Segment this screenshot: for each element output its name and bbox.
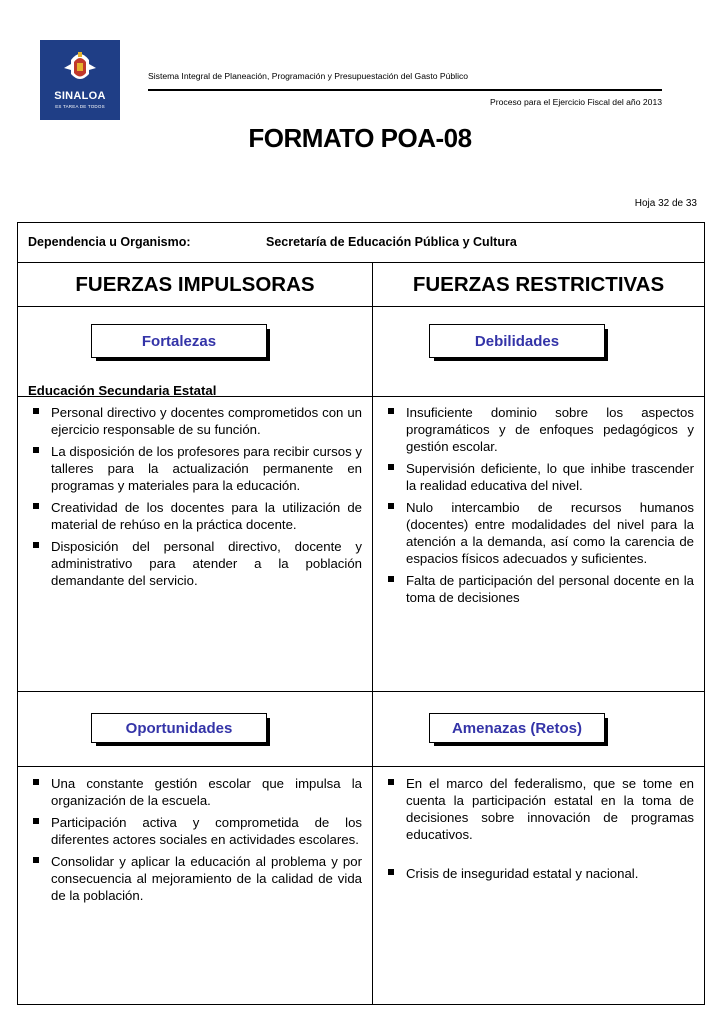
driving-forces-heading: FUERZAS IMPULSORAS (18, 263, 373, 306)
strengths-subheading: Educación Secundaria Estatal (28, 383, 217, 398)
bullet-icon (33, 818, 39, 824)
opportunities-cell (18, 767, 373, 1004)
logo-name: SINALOA (54, 90, 106, 102)
list-item: Crisis de inseguridad estatal y nacional. (383, 865, 694, 882)
list-item: Consolidar y aplicar la educación al problema y por consecuencia al mejoramiento de la calidad de vida de la población. (28, 853, 362, 904)
list-item: Falta de participación del personal docente en la toma de decisiones (383, 572, 694, 606)
weaknesses-cell (373, 374, 704, 691)
strengths-cell (18, 374, 373, 691)
system-title: Sistema Integral de Planeación, Programación y Presupuestación del Gasto Público (148, 71, 469, 81)
bullet-icon (388, 869, 394, 875)
bullet-icon (33, 857, 39, 863)
list-item: La disposición de los profesores para recibir cursos y talleres para la actualización permanente en programas y materiales para la educación. (28, 443, 362, 494)
threats-list (383, 775, 694, 882)
foda-table (17, 222, 705, 1005)
list-item: Participación activa y comprometida de los diferentes actores sociales en actividades escolares. (28, 814, 362, 848)
list-item: Disposición del personal directivo, docente y administrativo para atender a la población demandante del servicio. (28, 538, 362, 589)
bullet-icon (388, 779, 394, 785)
threats-cell (373, 767, 704, 1004)
strengths-label: Fortalezas (91, 324, 267, 358)
threats-label: Amenazas (Retos) (429, 713, 605, 743)
list-item: Una constante gestión escolar que impulsa la organización de la escuela. (28, 775, 362, 809)
list-item: Insuficiente dominio sobre los aspectos programáticos y de enfoques pedagógicos y gestión escolar. (383, 404, 694, 455)
sinaloa-logo (40, 40, 120, 120)
forces-header-row (18, 263, 704, 307)
bullet-icon (388, 576, 394, 582)
list-item: Creatividad de los docentes para la utilización de material de rehúso en la práctica docente. (28, 499, 362, 533)
header-divider (148, 89, 662, 91)
opportunities-threats-label-row (18, 692, 704, 767)
bullet-icon (388, 503, 394, 509)
weaknesses-list (383, 404, 694, 606)
opportunities-list (28, 775, 362, 904)
page-number: Hoja 32 de 33 (634, 198, 697, 209)
dependency-row (18, 223, 704, 263)
bullet-icon (33, 542, 39, 548)
bullet-icon (388, 464, 394, 470)
list-item: Nulo intercambio de recursos humanos (docentes) entre modalidades del nivel para la atención a la demanda, así como la carencia de espacios físicos adecuados y suficientes. (383, 499, 694, 567)
bullet-icon (388, 408, 394, 414)
strengths-weaknesses-row (18, 374, 704, 692)
page-title: FORMATO POA-08 (248, 123, 472, 153)
opportunities-label: Oportunidades (91, 713, 267, 743)
list-item: Supervisión deficiente, lo que inhibe trascender la realidad educativa del nivel. (383, 460, 694, 494)
restraining-forces-heading: FUERZAS RESTRICTIVAS (412, 272, 665, 296)
bullet-icon (33, 503, 39, 509)
list-item: Personal directivo y docentes comprometidos con un ejercicio responsable de su función. (28, 404, 362, 438)
list-item: En el marco del federalismo, que se tome en cuenta la participación estatal en la toma de decisiones sobre innovación de programas educativos. (383, 775, 694, 843)
process-label: Proceso para el Ejercicio Fiscal del año 2013 (490, 97, 662, 107)
dependency-label: Dependencia u Organismo: (28, 235, 191, 249)
logo-tagline: ES TAREA DE TODOS (55, 104, 105, 109)
weaknesses-label: Debilidades (429, 324, 605, 358)
bullet-icon (33, 408, 39, 414)
strengths-list (28, 404, 362, 589)
bullet-icon (33, 779, 39, 785)
opportunities-threats-row (18, 767, 704, 1004)
bullet-icon (33, 447, 39, 453)
dependency-value: Secretaría de Educación Pública y Cultura (266, 235, 517, 249)
